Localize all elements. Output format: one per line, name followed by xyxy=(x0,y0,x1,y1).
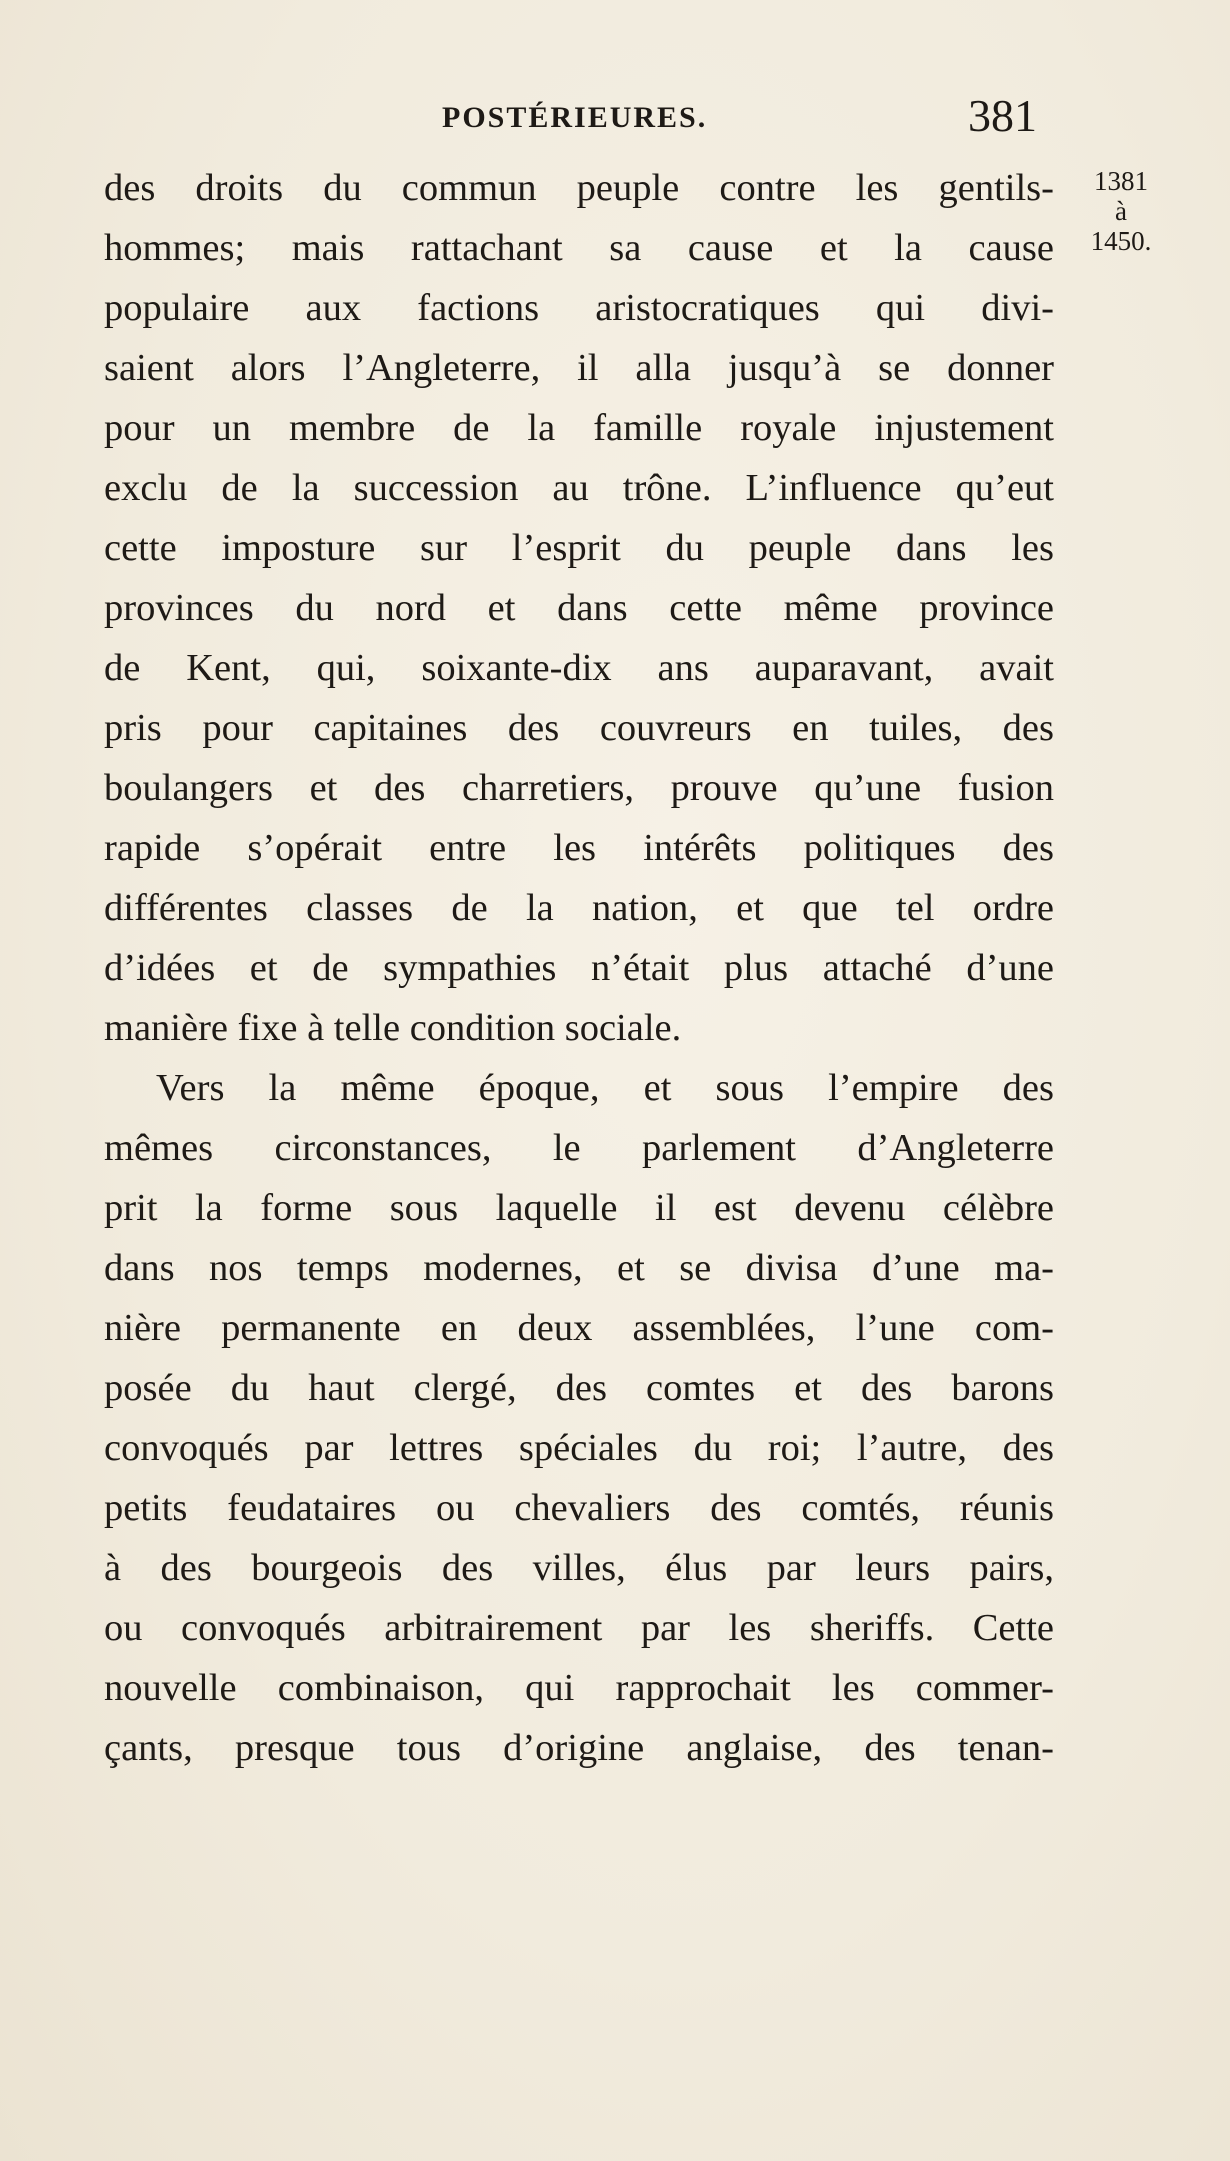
text-line: cette imposture sur l’esprit du peuple dans les xyxy=(104,527,1054,569)
margin-year-start: 1381 xyxy=(1094,166,1148,196)
text-line: rapide s’opérait entre les intérêts politiques des xyxy=(104,827,1054,869)
text-line: dans nos temps modernes, et se divisa d’une ma- xyxy=(104,1247,1054,1289)
running-title: POSTÉRIEURES. xyxy=(442,101,708,134)
text-line: posée du haut clergé, des comtes et des barons xyxy=(104,1367,1054,1409)
text-line: hommes; mais rattachant sa cause et la cause xyxy=(104,227,1054,269)
text-line: ou convoqués arbitrairement par les sheriffs. Cette xyxy=(104,1607,1054,1649)
text-line: exclu de la succession au trône. L’influence qu’eut xyxy=(104,467,1054,509)
text-line: nouvelle combinaison, qui rapprochait les commer- xyxy=(104,1667,1054,1709)
margin-date-note xyxy=(1066,166,1176,256)
text-line: çants, presque tous d’origine anglaise, des tenan- xyxy=(104,1727,1054,1769)
text-line: prit la forme sous laquelle il est devenu célèbre xyxy=(104,1187,1054,1229)
text-line: manière fixe à telle condition sociale. xyxy=(104,1007,682,1049)
text-line: provinces du nord et dans cette même province xyxy=(104,587,1054,629)
text-line: mêmes circonstances, le parlement d’Angleterre xyxy=(104,1127,1054,1169)
page-number: 381 xyxy=(968,90,1037,141)
text-line: boulangers et des charretiers, prouve qu’une fusion xyxy=(104,767,1054,809)
text-line: différentes classes de la nation, et que tel ordre xyxy=(104,887,1054,929)
text-line: nière permanente en deux assemblées, l’une com- xyxy=(104,1307,1054,1349)
margin-year-end: 1450. xyxy=(1090,226,1152,256)
text-line: de Kent, qui, soixante-dix ans auparavant, avait xyxy=(104,647,1054,689)
text-line: convoqués par lettres spéciales du roi; l’autre, des xyxy=(104,1427,1054,1469)
text-line: petits feudataires ou chevaliers des comtés, réunis xyxy=(104,1487,1054,1529)
text-line: à des bourgeois des villes, élus par leurs pairs, xyxy=(104,1547,1054,1589)
text-line: d’idées et de sympathies n’était plus attaché d’une xyxy=(104,947,1054,989)
text-line: Vers la même époque, et sous l’empire des xyxy=(156,1067,1054,1109)
running-head xyxy=(0,90,1230,145)
paragraph-2 xyxy=(104,1058,1054,1778)
paragraph-1 xyxy=(104,158,1054,1058)
margin-connector: à xyxy=(1115,196,1127,226)
text-line: pris pour capitaines des couvreurs en tuiles, des xyxy=(104,707,1054,749)
text-line: des droits du commun peuple contre les gentils- xyxy=(104,167,1054,209)
body-text xyxy=(104,158,1054,1778)
text-line: saient alors l’Angleterre, il alla jusqu’à se donner xyxy=(104,347,1054,389)
text-line: populaire aux factions aristocratiques qui divi- xyxy=(104,287,1054,329)
text-line: pour un membre de la famille royale injustement xyxy=(104,407,1054,449)
